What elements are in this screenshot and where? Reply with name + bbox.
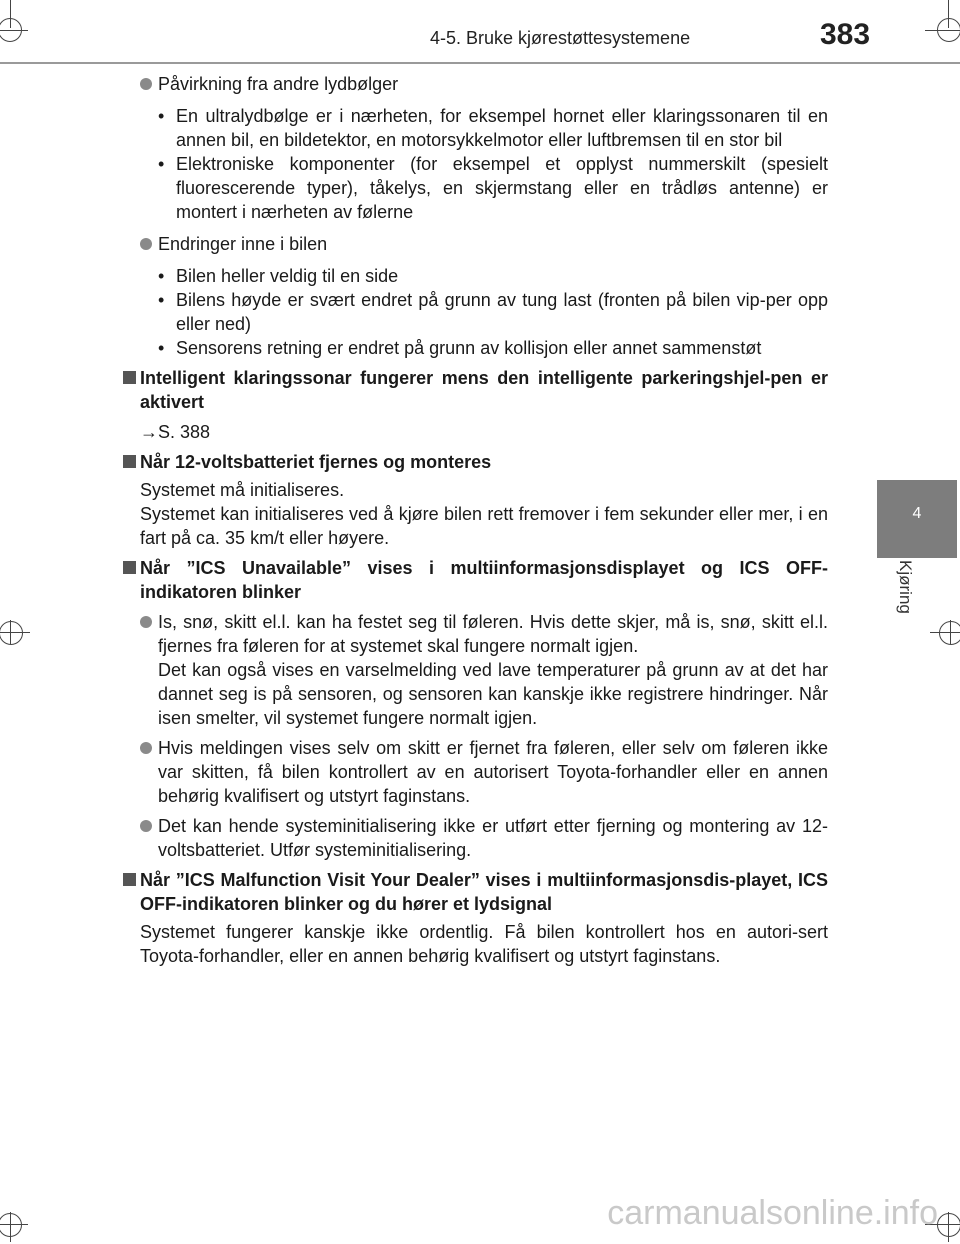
section-heading [118,556,828,604]
dot-item-text: Det kan hende systeminitialisering ikke er utført etter fjerning og montering av 12-voltsbatteriet. Utfør systeminitialisering. [158,816,828,860]
section-heading [118,868,828,916]
heading-text: Intelligent klaringssonar fungerer mens den intelligente parkeringshjel-pen er aktivert [140,368,828,412]
bullet-item [118,104,828,152]
dot-item-text: Påvirkning fra andre lydbølger [158,74,399,94]
dot-item-continuation: Det kan også vises en varselmelding ved lave temperaturer på grunn av at det har dannet seg is på sensoren, og sensoren kan kanskje ikke registrere hindringer. Når isen smelter, vil systemet fungere normalt igjen. [158,660,828,728]
bullet-mark-icon: • [158,106,165,126]
heading-text: Når ”ICS Malfunction Visit Your Dealer” vises i multiinformasjonsdis-playet, ICS OFF-indikatoren blinker og du hører et lydsignal [140,870,828,914]
bullet-text: Bilen heller veldig til en side [176,266,399,286]
watermark-text: carmanualsonline.info [607,1194,938,1232]
bullet-item [118,288,828,336]
arrow-right-icon: → [140,422,158,442]
heading-square-icon [123,455,136,468]
bullet-text: Elektroniske komponenter (for eksempel et opplyst nummerskilt (spesielt fluorescerende typer), tåkelys, en skjermstang eller en trådløs antenne) er montert i nærheten av følerne [176,154,828,222]
section-title: 4-5. Bruke kjørestøttesystemene [430,28,691,48]
paragraph: Systemet kan initialiseres ved å kjøre bilen rett fremover i fem sekunder eller mer, i en fart på ca. 35 km/t eller høyere. [140,504,828,548]
paragraph: Systemet må initialiseres. [140,480,345,500]
dot-item [118,72,828,96]
bullet-dot-icon [140,78,152,90]
bullet-item [118,336,828,360]
chapter-number: 4 [912,505,922,522]
heading-text: Når 12-voltsbatteriet fjernes og monteres [140,452,492,472]
header-rule [0,62,960,64]
bullet-text: En ultralydbølge er i nærheten, for eksempel hornet eller klaringssonaren til en annen bil, en bildetektor, en motorsykkelmotor eller luftbremsen til en stor bil [176,106,828,150]
bullet-dot-icon [140,238,152,250]
dot-item [118,232,828,256]
dot-item [118,610,828,658]
section-heading [118,366,828,414]
dot-item-text: Is, snø, skitt el.l. kan ha festet seg til føleren. Hvis dette skjer, må is, snø, skitt el.l. fjernes fra føleren for at systemet skal fungere normalt igjen. [158,612,828,656]
bullet-dot-icon [140,820,152,832]
dot-item-text: Hvis meldingen vises selv om skitt er fjernet fra føleren, eller selv om føleren ikke var skitten, få bilen kontrollert av en autorisert Toyota-forhandler eller en annen behørig kvalifisert og utstyrt faginstans. [158,738,828,806]
dot-item [118,814,828,862]
paragraph: Systemet fungerer kanskje ikke ordentlig. Få bilen kontrollert hos en autori-sert Toyota-forhandler, eller en annen behørig kvalifisert og utstyrt faginstans. [140,922,828,966]
section-heading [118,450,828,474]
chapter-label: Kjøring [896,560,915,614]
dot-item [118,736,828,808]
bullet-mark-icon: • [158,290,165,310]
heading-square-icon [123,371,136,384]
bullet-dot-icon [140,616,152,628]
main-content [118,72,828,968]
reference-text: S. 388 [158,422,211,442]
dot-item-text: Endringer inne i bilen [158,234,328,254]
bullet-text: Bilens høyde er svært endret på grunn av tung last (fronten på bilen vip-per opp eller ned) [176,290,828,334]
heading-square-icon [123,873,136,886]
heading-square-icon [123,561,136,574]
bullet-mark-icon: • [158,266,165,286]
bullet-mark-icon: • [158,154,165,174]
bullet-item [118,264,828,288]
bullet-text: Sensorens retning er endret på grunn av kollisjon eller annet sammenstøt [176,338,762,358]
bullet-mark-icon: • [158,338,165,358]
bullet-item [118,152,828,224]
page-number: 383 [820,18,871,51]
page-reference [118,420,828,444]
bullet-dot-icon [140,742,152,754]
heading-text: Når ”ICS Unavailable” vises i multiinformasjonsdisplayet og ICS OFF-indikatoren blinker [140,558,828,602]
